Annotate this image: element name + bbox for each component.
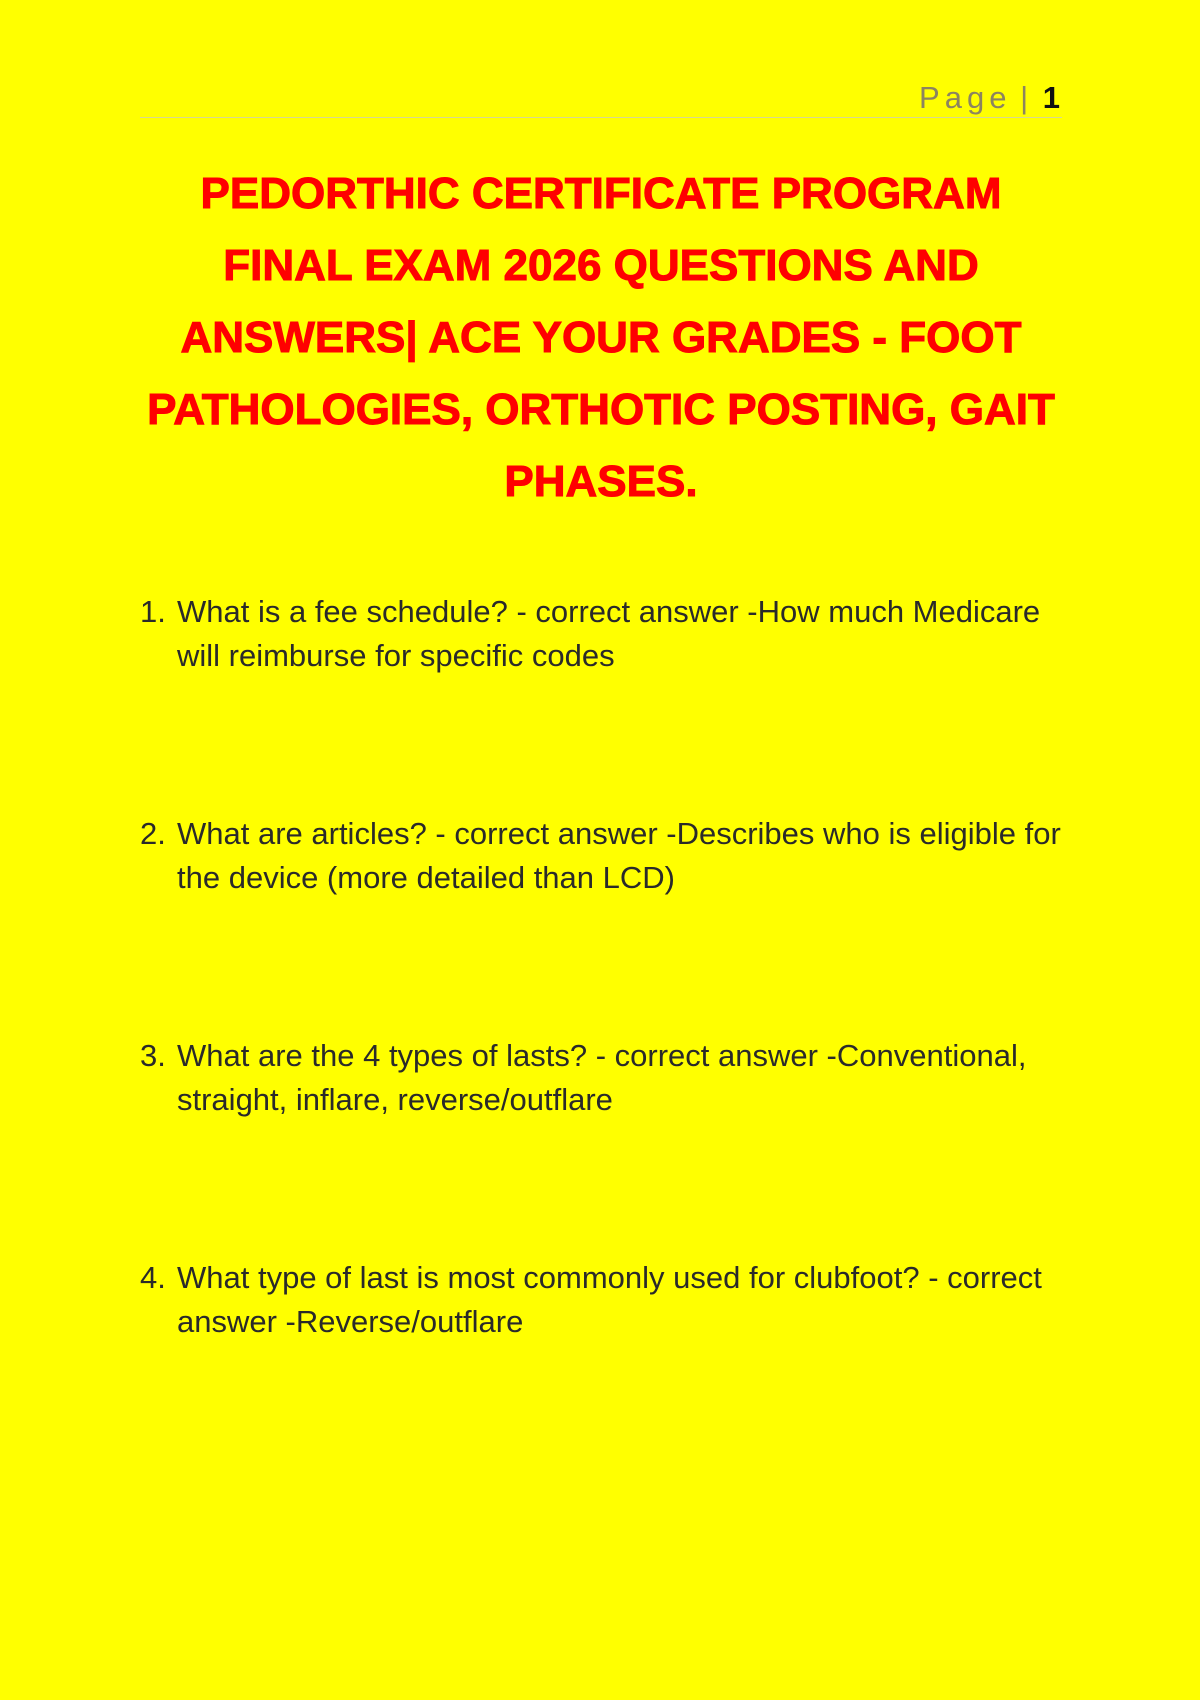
question-number: 2. — [140, 816, 166, 851]
document-title: PEDORTHIC CERTIFICATE PROGRAM FINAL EXAM 2026 QUESTIONS AND ANSWERS| ACE YOUR GRADES - FOOT PATHOLOGIES, ORTHOTIC POSTING, GAIT PHASES. — [147, 169, 1055, 506]
question-number: 1. — [140, 594, 166, 629]
question-number: 3. — [140, 1038, 166, 1073]
page-header — [919, 78, 1060, 118]
question-item — [140, 590, 1062, 678]
question-text: What type of last is most commonly used for clubfoot? - correct answer -Reverse/outflare — [177, 1260, 1042, 1339]
question-item — [140, 1256, 1062, 1344]
question-item — [140, 812, 1062, 900]
question-text: What are the 4 types of lasts? - correct answer -Conventional, straight, inflare, reverse/outflare — [177, 1038, 1027, 1117]
document-page — [140, 0, 1062, 1700]
question-list — [140, 590, 1062, 1478]
question-text: What are articles? - correct answer -Describes who is eligible for the device (more detailed than LCD) — [177, 816, 1061, 895]
question-number: 4. — [140, 1260, 166, 1295]
page-separator: | — [1020, 80, 1029, 115]
question-item — [140, 1034, 1062, 1122]
page-label: Page — [919, 80, 1012, 115]
page-number: 1 — [1042, 80, 1060, 115]
header-divider — [140, 117, 1062, 118]
question-text: What is a fee schedule? - correct answer -How much Medicare will reimburse for specific codes — [177, 594, 1041, 673]
